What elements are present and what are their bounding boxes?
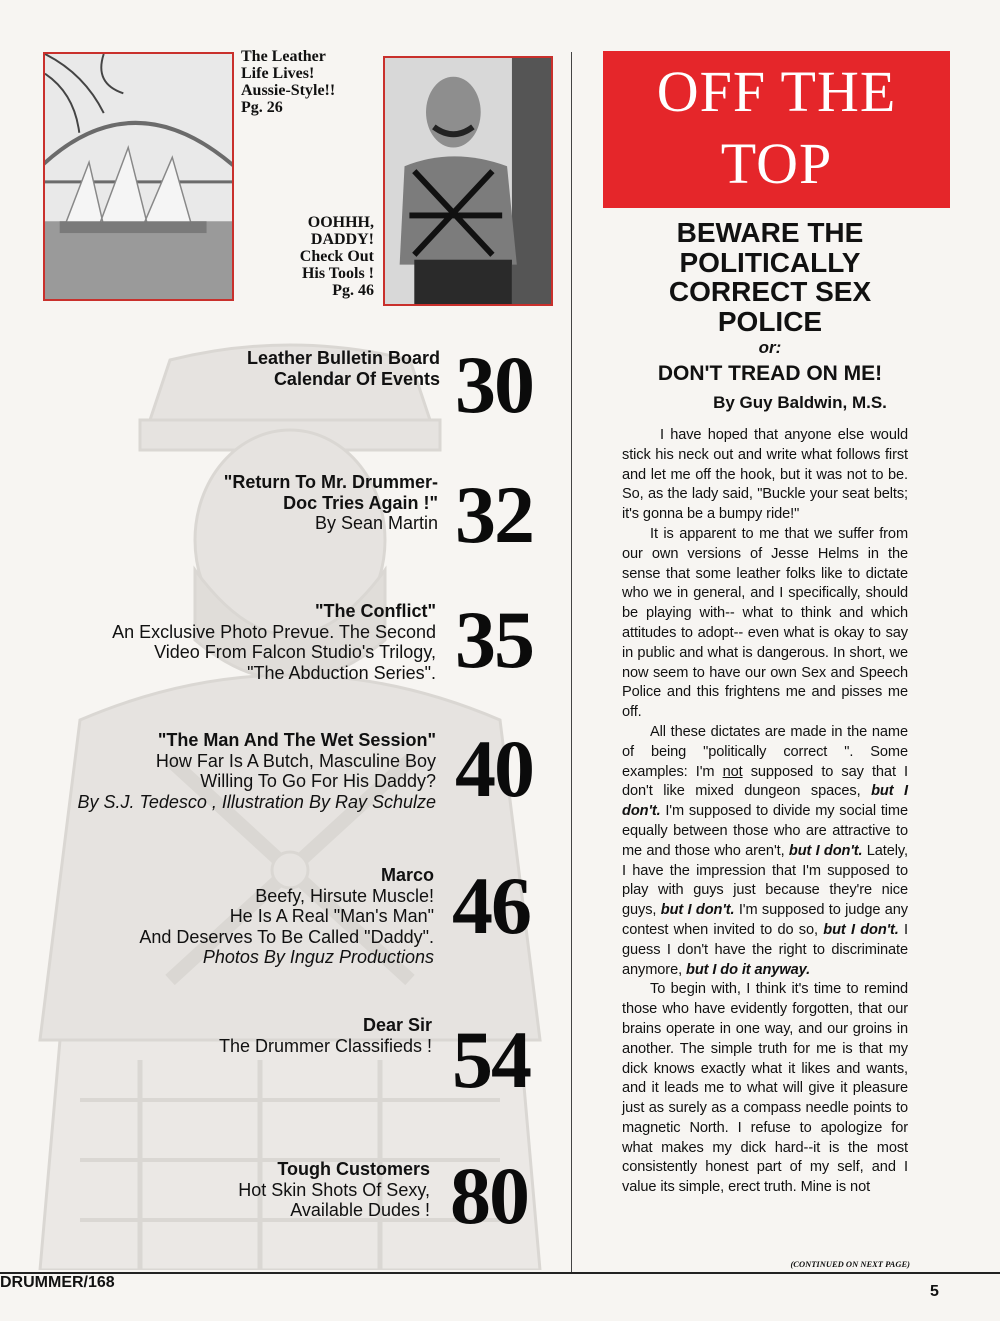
- text-run: I'm supposed to divide my social time equally between those who are attractive to me and those who aren't,: [622, 803, 908, 859]
- article-subheadline: DON'T TREAD ON ME!: [657, 362, 883, 385]
- toc-title: Marco: [380, 865, 434, 885]
- article-paragraph: I have hoped that anyone else would stick his neck out and write what follows first and let me off the hook, but it was not to be. So, as the lady said, "Buckle your seat belts; it's gonna be a bumpy ride!": [622, 427, 908, 523]
- toc-entry-text: [139, 865, 434, 968]
- caption-line: Pg. 46: [332, 282, 374, 299]
- article-paragraph: [622, 723, 908, 980]
- banner-line-1: OFF THE: [656, 59, 897, 124]
- text-run: Lately, I have the impression that I'm supposed to play with guys just because they're nice guys,: [622, 842, 908, 919]
- article-body: [622, 426, 908, 1198]
- toc-page-number: 35: [455, 594, 533, 685]
- toc-page-number: 46: [452, 860, 530, 951]
- caption-line: DADDY!: [310, 231, 374, 248]
- caption-line: Life Lives!: [241, 65, 315, 82]
- emphasis-text: but I don't.: [823, 921, 899, 938]
- toc-line: Doc Tries Again !": [283, 492, 438, 513]
- toc-title: "The Man And The Wet Session": [157, 730, 436, 750]
- toc-line: Beefy, Hirsute Muscle!: [255, 885, 434, 906]
- toc-line: Available Dudes !: [290, 1200, 430, 1220]
- toc-page-number: 32: [455, 469, 533, 560]
- toc-entry-text: [238, 1159, 430, 1221]
- footer-magazine-issue: DRUMMER/168: [0, 1274, 115, 1291]
- headline-line: CORRECT SEX: [668, 276, 872, 307]
- headline-or: or:: [758, 338, 782, 357]
- continued-note: (CONTINUED ON NEXT PAGE): [790, 1259, 910, 1269]
- article-headline: [620, 218, 920, 336]
- caption-line: OOHHH,: [307, 214, 374, 231]
- text-run: I'm supposed to judge any contest when invited to do so,: [622, 902, 908, 938]
- toc-line: The Drummer Classifieds !: [218, 1035, 432, 1056]
- toc-line: He Is A Real "Man's Man": [229, 906, 434, 926]
- column-divider: [571, 52, 572, 1272]
- text-run: I guess I don't have the right to discriminate anymore,: [622, 921, 908, 978]
- toc-entry-text: [112, 601, 436, 683]
- toc-entry-text: [219, 1015, 432, 1056]
- article-paragraph: It is apparent to me that we suffer from our own versions of Jesse Helms in the sense that some leather folks like to dictate who we in general, and I specifically, should be playing with-- what to think and which attitudes to adopt-- even what is okay to say in public and what is dangerous. In short, we now seem to have our own Sex and Speech Police and this frightens me and pisses me off.: [622, 525, 908, 721]
- toc-page-number: 30: [455, 339, 533, 430]
- toc-line: Calendar Of Events: [273, 368, 440, 389]
- caption-line: Aussie-Style!!: [241, 82, 336, 99]
- emphasis-text: but I do it anyway.: [686, 961, 811, 978]
- underlined-text: not: [722, 763, 743, 780]
- toc-line: By Sean Martin: [314, 513, 438, 533]
- toc-line: By S.J. Tedesco , Illustration By Ray Schulze: [77, 791, 436, 812]
- off-the-top-banner: [603, 51, 950, 208]
- toc-line: Video From Falcon Studio's Trilogy,: [154, 642, 436, 662]
- caption-line: Pg. 26: [241, 99, 283, 116]
- toc-title: Dear Sir: [362, 1015, 432, 1035]
- toc-title: "Return To Mr. Drummer-: [223, 472, 438, 492]
- toc-line: Photos By Inguz Productions: [202, 947, 434, 967]
- toc-title: "The Conflict": [314, 601, 436, 621]
- article-byline: By Guy Baldwin, M.S.: [713, 393, 887, 412]
- caption-line: Check Out: [299, 248, 374, 265]
- article-paragraph: To begin with, I think it's time to remind those who have evidently forgotten, that our brains operate in one way, and our groins in another. The simple truth for me is that my dick knows exactly what it likes and wants, and it leads me to what will give it pleasure just as surely as a compass needle points to magnetic North. I refuse to apologize for what makes my dick hard--it is the most consistently honest part of my self, and I value its simple, erect truth. Mine is not: [622, 981, 908, 1196]
- toc-title: Tough Customers: [277, 1159, 430, 1179]
- toc-line: Willing To Go For His Daddy?: [200, 771, 436, 791]
- footer-rule: [0, 1272, 1000, 1274]
- toc-page-number: 54: [452, 1014, 530, 1105]
- emphasis-text: but I don't.: [660, 902, 735, 919]
- caption-line: The Leather: [241, 48, 326, 65]
- emphasis-text: but I don't.: [622, 783, 908, 820]
- toc-entry-text: [247, 348, 440, 389]
- footer-page-number: 5: [930, 1283, 939, 1300]
- toc-line: How Far Is A Butch, Masculine Boy: [155, 750, 436, 771]
- headline-line: POLITICALLY: [679, 246, 861, 278]
- text-run: supposed to say that I don't like mixed dungeon spaces,: [622, 763, 908, 800]
- toc-line: And Deserves To Be Called "Daddy".: [139, 926, 434, 947]
- toc-page-number: 40: [455, 723, 533, 814]
- banner-line-2: TOP: [720, 131, 833, 196]
- headline-line: POLICE: [717, 305, 823, 337]
- toc-page-number: 80: [450, 1150, 528, 1241]
- headline-line: BEWARE THE: [676, 217, 864, 248]
- toc-entry-text: [224, 472, 438, 534]
- toc-entry-text: [78, 730, 437, 812]
- emphasis-text: but I don't.: [788, 842, 863, 859]
- toc-line: An Exclusive Photo Prevue. The Second: [112, 621, 436, 642]
- caption-line: His Tools !: [301, 265, 374, 282]
- text-run: All these dictates are made in the name of being "politically correct ". Some examples: I'm: [622, 723, 908, 780]
- toc-title: Leather Bulletin Board: [246, 348, 440, 368]
- toc-line: "The Abduction Series".: [247, 662, 436, 683]
- toc-line: Hot Skin Shots Of Sexy,: [238, 1179, 430, 1200]
